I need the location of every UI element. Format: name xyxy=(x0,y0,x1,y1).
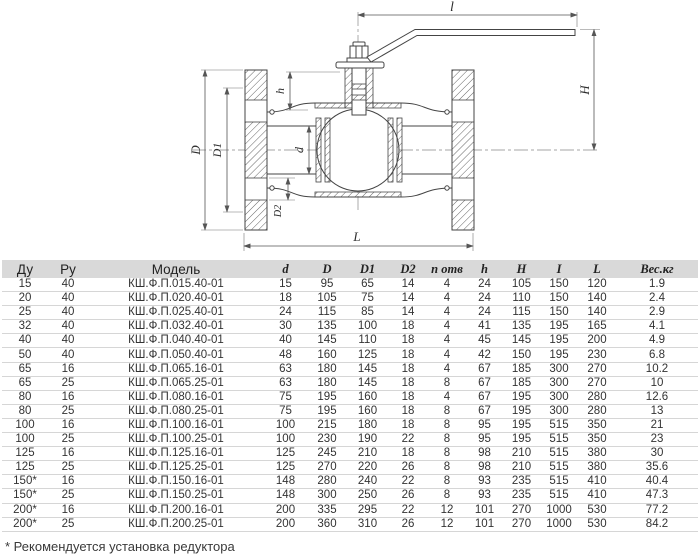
table-cell: 47.3 xyxy=(616,489,698,503)
table-cell: 40 xyxy=(48,306,88,320)
table-cell: 220 xyxy=(347,461,388,475)
table-row xyxy=(2,517,698,531)
table-cell: 18 xyxy=(388,348,428,362)
table-cell: 200* xyxy=(2,503,48,517)
table-cell: 45 xyxy=(466,334,503,348)
table-cell: 16 xyxy=(48,447,88,461)
table-row xyxy=(2,348,698,362)
table-row xyxy=(2,292,698,306)
table-cell: 48 xyxy=(264,348,307,362)
table-cell: 150 xyxy=(540,292,578,306)
table-cell: 160 xyxy=(347,390,388,404)
column-header-4: D xyxy=(307,260,347,278)
table-row xyxy=(2,475,698,489)
table-cell: 8 xyxy=(428,489,466,503)
column-header-10: I xyxy=(540,260,578,278)
dim-D-label: D xyxy=(188,145,203,155)
table-cell: 410 xyxy=(578,475,616,489)
table-cell: 40 xyxy=(2,334,48,348)
table-row xyxy=(2,376,698,390)
table-cell: 25 xyxy=(48,461,88,475)
table-cell: КШ.Ф.П.125.25-01 xyxy=(88,461,264,475)
table-cell: 180 xyxy=(347,418,388,432)
table-cell: 410 xyxy=(578,489,616,503)
table-cell: 25 xyxy=(48,433,88,447)
table-cell: 77.2 xyxy=(616,503,698,517)
table-cell: 16 xyxy=(48,390,88,404)
table-cell: 24 xyxy=(466,278,503,292)
table-cell: 215 xyxy=(307,418,347,432)
table-cell: 40 xyxy=(48,278,88,292)
table-cell: 125 xyxy=(2,447,48,461)
table-row xyxy=(2,433,698,447)
table-cell: 16 xyxy=(48,475,88,489)
table-cell: 195 xyxy=(540,348,578,362)
table-cell: 65 xyxy=(2,362,48,376)
table-cell: 40 xyxy=(264,334,307,348)
table-cell: 98 xyxy=(466,447,503,461)
table-cell: КШ.Ф.П.065.16-01 xyxy=(88,362,264,376)
table-cell: 101 xyxy=(466,517,503,531)
table-cell: 270 xyxy=(307,461,347,475)
table-cell: 515 xyxy=(540,447,578,461)
table-cell: 4 xyxy=(428,390,466,404)
table-cell: 63 xyxy=(264,362,307,376)
table-cell: 67 xyxy=(466,376,503,390)
table-cell: 140 xyxy=(578,306,616,320)
table-cell: 24 xyxy=(466,292,503,306)
table-cell: КШ.Ф.П.065.25-01 xyxy=(88,376,264,390)
table-cell: 295 xyxy=(347,503,388,517)
table-cell: 16 xyxy=(48,418,88,432)
table-cell: 270 xyxy=(503,517,540,531)
table-cell: 4.1 xyxy=(616,320,698,334)
table-row xyxy=(2,418,698,432)
table-row xyxy=(2,404,698,418)
dim-H xyxy=(577,30,600,151)
table-cell: 8 xyxy=(428,433,466,447)
table-cell: 200 xyxy=(264,517,307,531)
table-cell: 195 xyxy=(540,320,578,334)
table-cell: 210 xyxy=(503,461,540,475)
table-cell: 65 xyxy=(347,278,388,292)
table-cell: 185 xyxy=(503,376,540,390)
table-cell: 160 xyxy=(347,404,388,418)
column-header-11: L xyxy=(578,260,616,278)
table-cell: 85 xyxy=(347,306,388,320)
table-cell: КШ.Ф.П.050.40-01 xyxy=(88,348,264,362)
table-cell: 14 xyxy=(388,278,428,292)
table-cell: 125 xyxy=(264,461,307,475)
table-cell: 230 xyxy=(307,433,347,447)
table-cell: 240 xyxy=(347,475,388,489)
table-cell: 30 xyxy=(616,447,698,461)
table-cell: 125 xyxy=(2,461,48,475)
column-header-9: H xyxy=(503,260,540,278)
column-header-1: Ру xyxy=(48,260,88,278)
table-cell: 95 xyxy=(466,418,503,432)
table-cell: КШ.Ф.П.150.25-01 xyxy=(88,489,264,503)
table-cell: 300 xyxy=(307,489,347,503)
table-cell: КШ.Ф.П.200.16-01 xyxy=(88,503,264,517)
table-cell: 515 xyxy=(540,461,578,475)
table-cell: 150 xyxy=(503,348,540,362)
table-cell: КШ.Ф.П.150.16-01 xyxy=(88,475,264,489)
dim-D1-label: D1 xyxy=(210,142,224,158)
table-cell: 24 xyxy=(264,306,307,320)
table-cell: 6.8 xyxy=(616,348,698,362)
table-cell: 13 xyxy=(616,404,698,418)
washer xyxy=(347,58,371,62)
table-cell: 75 xyxy=(264,404,307,418)
table-cell: 100 xyxy=(264,418,307,432)
table-cell: 93 xyxy=(466,475,503,489)
table-cell: 35.6 xyxy=(616,461,698,475)
table-cell: 16 xyxy=(48,362,88,376)
table-cell: КШ.Ф.П.125.16-01 xyxy=(88,447,264,461)
table-cell: 300 xyxy=(540,362,578,376)
table-cell: 25 xyxy=(48,404,88,418)
table-cell: КШ.Ф.П.020.40-01 xyxy=(88,292,264,306)
table-cell: 270 xyxy=(503,503,540,517)
table-cell: 270 xyxy=(578,376,616,390)
table-cell: КШ.Ф.П.032.40-01 xyxy=(88,320,264,334)
table-cell: 140 xyxy=(578,292,616,306)
table-cell: КШ.Ф.П.040.40-01 xyxy=(88,334,264,348)
left-flange xyxy=(245,70,267,230)
table-cell: КШ.Ф.П.100.16-01 xyxy=(88,418,264,432)
table-cell: 515 xyxy=(540,418,578,432)
table-cell: 10.2 xyxy=(616,362,698,376)
table-cell: 195 xyxy=(503,404,540,418)
table-cell: 245 xyxy=(307,447,347,461)
table-cell: 18 xyxy=(388,390,428,404)
table-cell: 2.4 xyxy=(616,292,698,306)
table-cell: 380 xyxy=(578,447,616,461)
table-cell: 8 xyxy=(428,475,466,489)
table-cell: 150* xyxy=(2,489,48,503)
dim-D2-label: D2 xyxy=(273,204,284,218)
table-row xyxy=(2,489,698,503)
dim-l-label: l xyxy=(450,0,454,15)
table-cell: 125 xyxy=(264,447,307,461)
table-cell: 12 xyxy=(428,517,466,531)
table-cell: 120 xyxy=(578,278,616,292)
right-flange xyxy=(452,70,474,230)
table-cell: 200 xyxy=(264,503,307,517)
table-cell: 105 xyxy=(307,292,347,306)
table-cell: 1.9 xyxy=(616,278,698,292)
table-cell: 65 xyxy=(2,376,48,390)
table-cell: 41 xyxy=(466,320,503,334)
table-row xyxy=(2,461,698,475)
hex-nut xyxy=(350,42,368,58)
table-cell: 67 xyxy=(466,390,503,404)
table-cell: 515 xyxy=(540,475,578,489)
column-header-2: Модель xyxy=(88,260,264,278)
table-cell: 280 xyxy=(307,475,347,489)
table-cell: 15 xyxy=(264,278,307,292)
table-cell: 185 xyxy=(503,362,540,376)
table-cell: 18 xyxy=(388,376,428,390)
table-cell: 300 xyxy=(540,404,578,418)
table-cell: КШ.Ф.П.025.40-01 xyxy=(88,306,264,320)
table-cell: 250 xyxy=(347,489,388,503)
table-cell: 8 xyxy=(428,461,466,475)
table-cell: 8 xyxy=(428,447,466,461)
table-cell: 135 xyxy=(307,320,347,334)
handle xyxy=(367,30,575,63)
table-cell: 515 xyxy=(540,433,578,447)
table-cell: 180 xyxy=(307,376,347,390)
table-cell: 115 xyxy=(307,306,347,320)
dim-D2 xyxy=(269,178,295,218)
table-cell: 95 xyxy=(307,278,347,292)
table-cell: 210 xyxy=(503,447,540,461)
table-cell: 40 xyxy=(48,348,88,362)
table-cell: 80 xyxy=(2,404,48,418)
table-cell: КШ.Ф.П.080.25-01 xyxy=(88,404,264,418)
table-cell: 115 xyxy=(503,306,540,320)
table-cell: 530 xyxy=(578,517,616,531)
table-cell: 14 xyxy=(388,306,428,320)
table-row xyxy=(2,390,698,404)
table-cell: 20 xyxy=(2,292,48,306)
table-cell: 4 xyxy=(428,320,466,334)
column-header-8: h xyxy=(466,260,503,278)
table-cell: 22 xyxy=(388,475,428,489)
dim-d xyxy=(292,126,309,174)
table-cell: 24 xyxy=(466,306,503,320)
table-cell: 380 xyxy=(578,461,616,475)
table-cell: 12 xyxy=(428,503,466,517)
table-cell: 148 xyxy=(264,475,307,489)
dim-d-label: d xyxy=(292,147,306,153)
table-cell: 1000 xyxy=(540,503,578,517)
table-cell: 30 xyxy=(264,320,307,334)
table-cell: 25 xyxy=(48,517,88,531)
table-cell: 12.6 xyxy=(616,390,698,404)
table-cell: 235 xyxy=(503,475,540,489)
table-cell: 4 xyxy=(428,348,466,362)
table-cell: 200* xyxy=(2,517,48,531)
column-header-3: d xyxy=(264,260,307,278)
table-cell: 360 xyxy=(307,517,347,531)
column-header-12: Вес.кг xyxy=(616,260,698,278)
footnote: * Рекомендуется установка редуктора xyxy=(5,538,235,554)
table-cell: 1000 xyxy=(540,517,578,531)
table-cell: 190 xyxy=(347,433,388,447)
table-cell: 145 xyxy=(347,362,388,376)
table-cell: 18 xyxy=(388,334,428,348)
table-cell: 335 xyxy=(307,503,347,517)
table-row xyxy=(2,362,698,376)
table-cell: 145 xyxy=(307,334,347,348)
table-cell: 235 xyxy=(503,489,540,503)
table-cell: 8 xyxy=(428,418,466,432)
table-cell: 150 xyxy=(540,278,578,292)
table-cell: 8 xyxy=(428,376,466,390)
table-cell: 18 xyxy=(388,320,428,334)
table-cell: 195 xyxy=(503,433,540,447)
table-cell: 150 xyxy=(540,306,578,320)
table-cell: 25 xyxy=(48,489,88,503)
table-cell: 110 xyxy=(503,292,540,306)
table-cell: 280 xyxy=(578,404,616,418)
table-cell: 195 xyxy=(307,390,347,404)
table-cell: 25 xyxy=(48,376,88,390)
table-cell: 101 xyxy=(466,503,503,517)
table-cell: 15 xyxy=(2,278,48,292)
table-cell: 2.9 xyxy=(616,306,698,320)
table-cell: 67 xyxy=(466,404,503,418)
table-cell: 195 xyxy=(307,404,347,418)
table-cell: 21 xyxy=(616,418,698,432)
table-row xyxy=(2,334,698,348)
dimensions-table xyxy=(2,260,698,532)
table-cell: 148 xyxy=(264,489,307,503)
table-cell: 195 xyxy=(540,334,578,348)
table-cell: 100 xyxy=(264,433,307,447)
table-cell: 18 xyxy=(388,418,428,432)
table-cell: 105 xyxy=(503,278,540,292)
table-cell: 40 xyxy=(48,320,88,334)
table-cell: 4 xyxy=(428,362,466,376)
table-cell: 98 xyxy=(466,461,503,475)
column-header-7: n отв xyxy=(428,260,466,278)
table-row xyxy=(2,306,698,320)
table-row xyxy=(2,278,698,292)
dim-H-label: H xyxy=(577,85,592,95)
table-cell: 195 xyxy=(503,418,540,432)
table-cell: 8 xyxy=(428,404,466,418)
table-cell: 50 xyxy=(2,348,48,362)
table-cell: 22 xyxy=(388,433,428,447)
table-cell: 25 xyxy=(2,306,48,320)
table-cell: 4 xyxy=(428,292,466,306)
table-cell: 100 xyxy=(2,418,48,432)
table-cell: 18 xyxy=(388,404,428,418)
table-cell: 350 xyxy=(578,433,616,447)
column-header-0: Ду xyxy=(2,260,48,278)
table-cell: 95 xyxy=(466,433,503,447)
table-cell: 145 xyxy=(503,334,540,348)
table-cell: 230 xyxy=(578,348,616,362)
table-cell: 310 xyxy=(347,517,388,531)
table-cell: 180 xyxy=(307,362,347,376)
table-cell: 22 xyxy=(388,503,428,517)
column-header-6: D2 xyxy=(388,260,428,278)
table-cell: 270 xyxy=(578,362,616,376)
table-cell: 4 xyxy=(428,306,466,320)
table-cell: КШ.Ф.П.080.16-01 xyxy=(88,390,264,404)
table-cell: 26 xyxy=(388,489,428,503)
table-row xyxy=(2,320,698,334)
table-cell: 350 xyxy=(578,418,616,432)
table-cell: 4 xyxy=(428,278,466,292)
table-cell: 200 xyxy=(578,334,616,348)
table-cell: 40.4 xyxy=(616,475,698,489)
table-cell: 300 xyxy=(540,390,578,404)
table-cell: 195 xyxy=(503,390,540,404)
table-cell: 40 xyxy=(48,334,88,348)
table-cell: 160 xyxy=(307,348,347,362)
table-row xyxy=(2,447,698,461)
table-cell: 40 xyxy=(48,292,88,306)
table-cell: 75 xyxy=(264,390,307,404)
table-cell: 18 xyxy=(388,362,428,376)
table-cell: 23 xyxy=(616,433,698,447)
dim-L-label: L xyxy=(353,229,361,244)
table-cell: 4.9 xyxy=(616,334,698,348)
table-cell: КШ.Ф.П.015.40-01 xyxy=(88,278,264,292)
table-cell: 10 xyxy=(616,376,698,390)
table-cell: 16 xyxy=(48,503,88,517)
table-cell: 110 xyxy=(347,334,388,348)
table-cell: 530 xyxy=(578,503,616,517)
table-cell: 84.2 xyxy=(616,517,698,531)
table-cell: 145 xyxy=(347,376,388,390)
table-cell: 100 xyxy=(2,433,48,447)
table-cell: 26 xyxy=(388,461,428,475)
table-cell: 150* xyxy=(2,475,48,489)
mounting-plate xyxy=(336,62,384,68)
table-cell: 63 xyxy=(264,376,307,390)
table-cell: 67 xyxy=(466,362,503,376)
table-cell: 125 xyxy=(347,348,388,362)
table-cell: КШ.Ф.П.200.25-01 xyxy=(88,517,264,531)
table-cell: КШ.Ф.П.100.25-01 xyxy=(88,433,264,447)
table-cell: 93 xyxy=(466,489,503,503)
table-cell: 32 xyxy=(2,320,48,334)
table-cell: 165 xyxy=(578,320,616,334)
table-cell: 515 xyxy=(540,489,578,503)
table-cell: 42 xyxy=(466,348,503,362)
table-cell: 210 xyxy=(347,447,388,461)
table-cell: 18 xyxy=(264,292,307,306)
table-cell: 4 xyxy=(428,334,466,348)
table-cell: 280 xyxy=(578,390,616,404)
table-cell: 100 xyxy=(347,320,388,334)
table-cell: 14 xyxy=(388,292,428,306)
dim-l xyxy=(358,0,577,27)
dim-h-label: h xyxy=(273,88,287,94)
table-cell: 26 xyxy=(388,517,428,531)
table-cell: 135 xyxy=(503,320,540,334)
dim-L xyxy=(244,229,473,251)
table-cell: 300 xyxy=(540,376,578,390)
table-cell: 75 xyxy=(347,292,388,306)
valve-technical-drawing xyxy=(0,0,700,258)
table-header-row xyxy=(2,260,698,278)
table-cell: 80 xyxy=(2,390,48,404)
column-header-5: D1 xyxy=(347,260,388,278)
table-cell: 18 xyxy=(388,447,428,461)
table-row xyxy=(2,503,698,517)
